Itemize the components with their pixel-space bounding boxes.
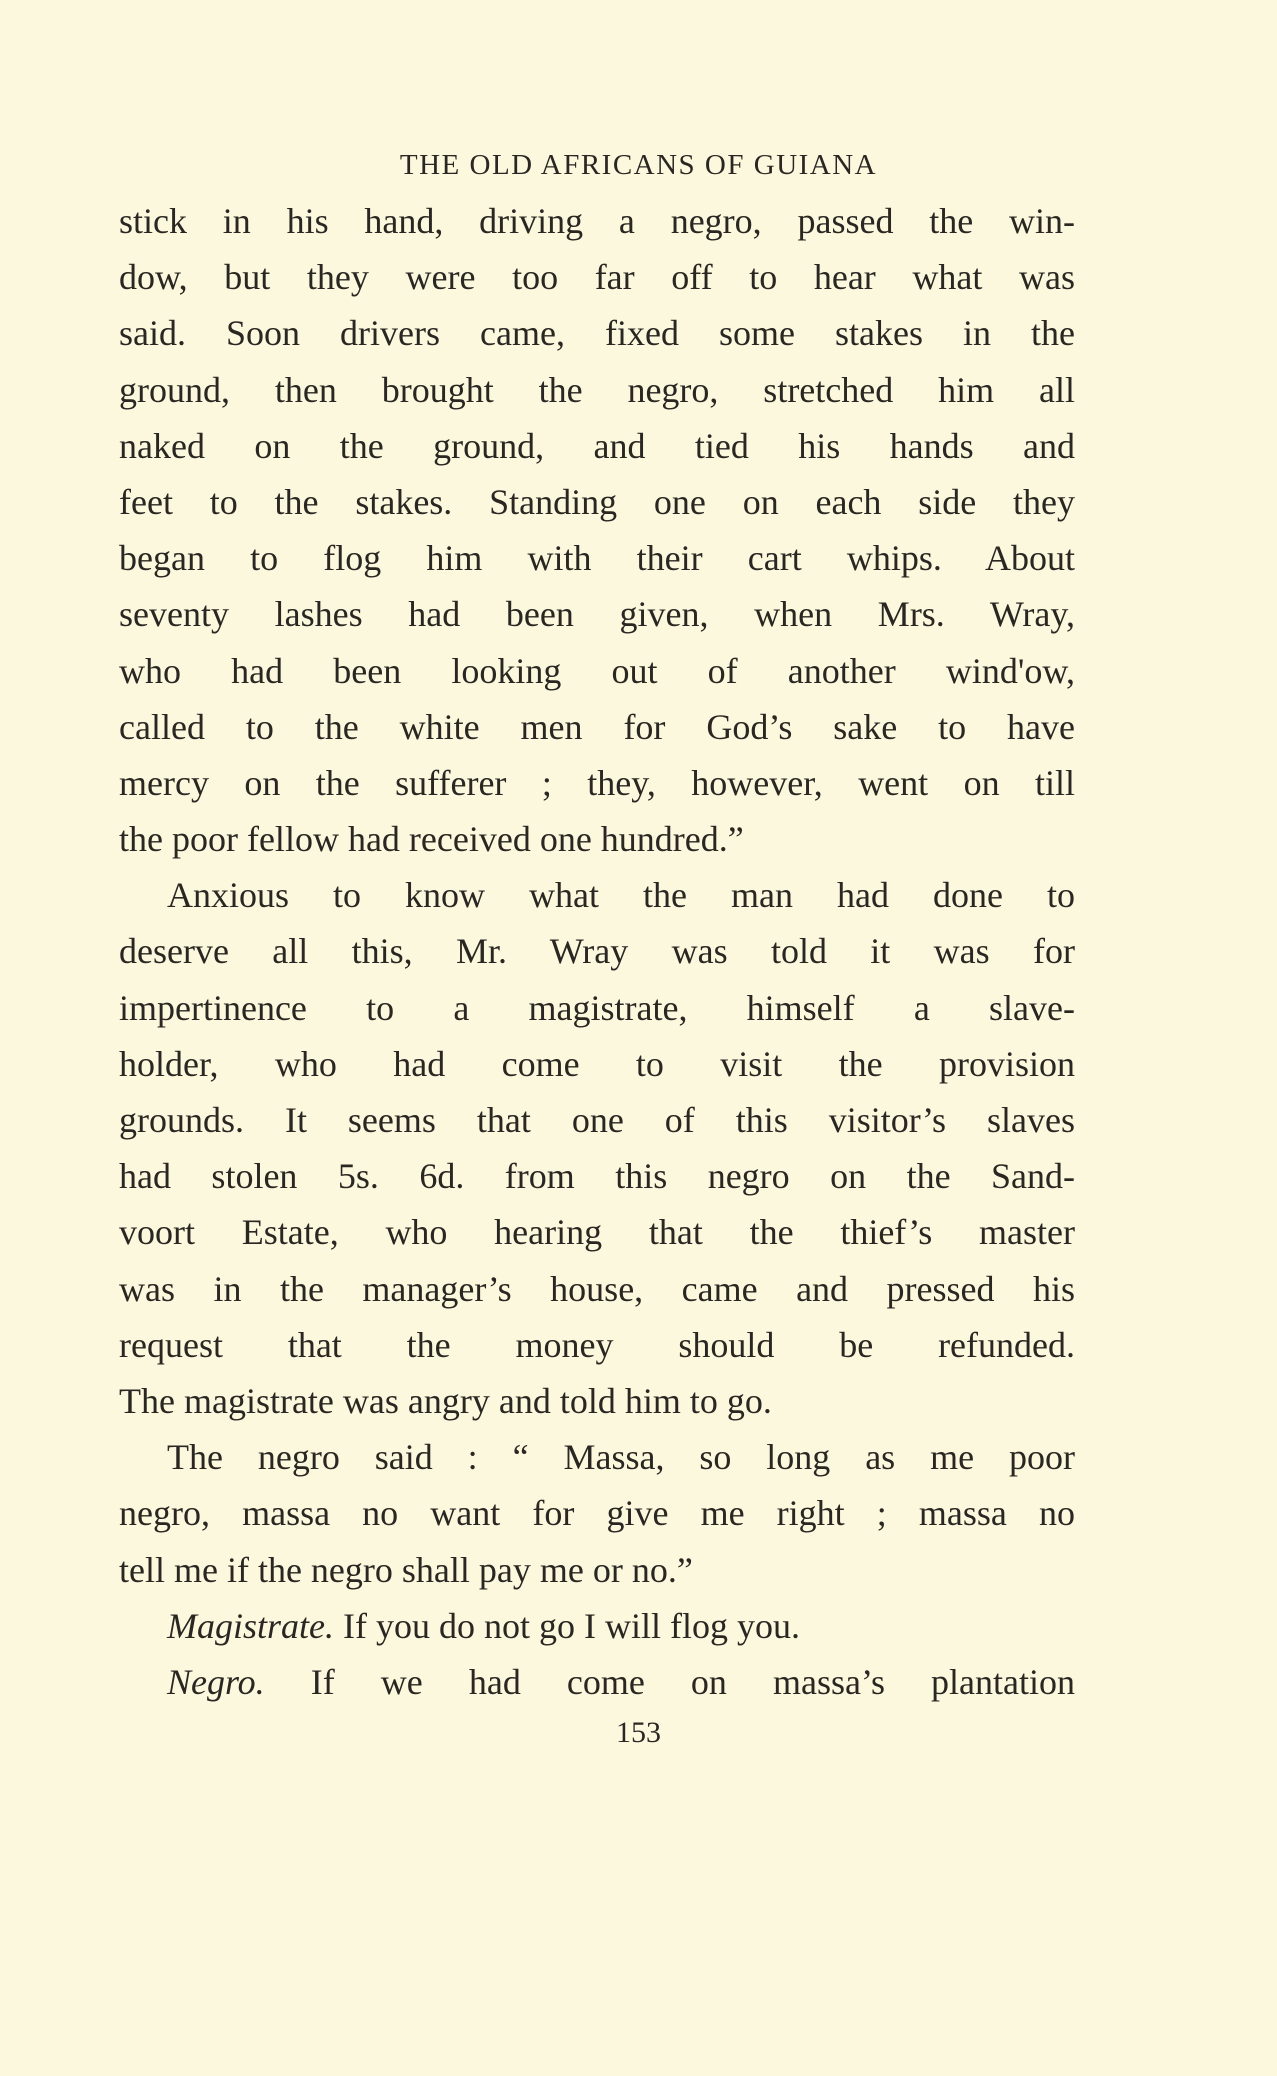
text-line: naked on the ground, and tied his hands and — [119, 425, 1075, 466]
text-line: Anxious to know what the man had done to — [167, 875, 1075, 916]
text-line: grounds. It seems that one of this visitor’s slaves — [119, 1100, 1075, 1140]
text-line: had stolen 5s. 6d. from this negro on the Sand- — [119, 1156, 1075, 1197]
text-line: impertinence to a magistrate, himself a slave- — [119, 987, 1075, 1028]
text-line: The negro said : “ Massa, so long as me poor — [167, 1437, 1075, 1478]
text-line: The magistrate was angry and told him to go. — [119, 1380, 772, 1421]
text-line: seventy lashes had been given, when Mrs. Wray, — [119, 594, 1075, 635]
dialogue-text: If you do not go I will flog you. — [343, 1605, 800, 1646]
dialogue-line-magistrate — [119, 1598, 1075, 1654]
text-line: deserve all this, Mr. Wray was told it was for — [119, 931, 1075, 972]
text-line: called to the white men for God’s sake to have — [119, 706, 1075, 747]
text-line: dow, but they were too far off to hear what was — [119, 257, 1075, 298]
dialogue-text: If we had come on massa’s plantation — [310, 1661, 1075, 1702]
page-number: 153 — [616, 1716, 661, 1749]
running-head: THE OLD AFRICANS OF GUIANA — [399, 149, 878, 181]
speaker-negro: Negro. — [167, 1661, 265, 1702]
text-line: ground, then brought the negro, stretched him all — [119, 369, 1075, 410]
text-line: feet to the stakes. Standing one on each side they — [119, 481, 1075, 522]
text-line: tell me if the negro shall pay me or no.” — [119, 1549, 693, 1590]
text-line: the poor fellow had received one hundred.” — [119, 819, 744, 860]
text-line: was in the manager’s house, came and pressed his — [119, 1268, 1075, 1309]
text-line: request that the money should be refunded. — [119, 1324, 1075, 1365]
text-line: negro, massa no want for give me right ; massa no — [119, 1493, 1075, 1534]
text-line: who had been looking out of another wind'ow, — [119, 650, 1075, 691]
text-line: mercy on the sufferer ; they, however, went on till — [119, 762, 1075, 803]
text-line: stick in his hand, driving a negro, passed the win- — [119, 201, 1075, 241]
body-text — [119, 193, 1075, 1710]
text-line: voort Estate, who hearing that the thief’s master — [119, 1212, 1075, 1253]
text-line: began to flog him with their cart whips. About — [119, 538, 1075, 579]
dialogue-line-negro — [119, 1654, 1075, 1710]
text-line: said. Soon drivers came, fixed some stakes in the — [119, 313, 1075, 354]
speaker-magistrate: Magistrate. — [167, 1605, 334, 1646]
text-line: holder, who had come to visit the provision — [119, 1043, 1075, 1084]
